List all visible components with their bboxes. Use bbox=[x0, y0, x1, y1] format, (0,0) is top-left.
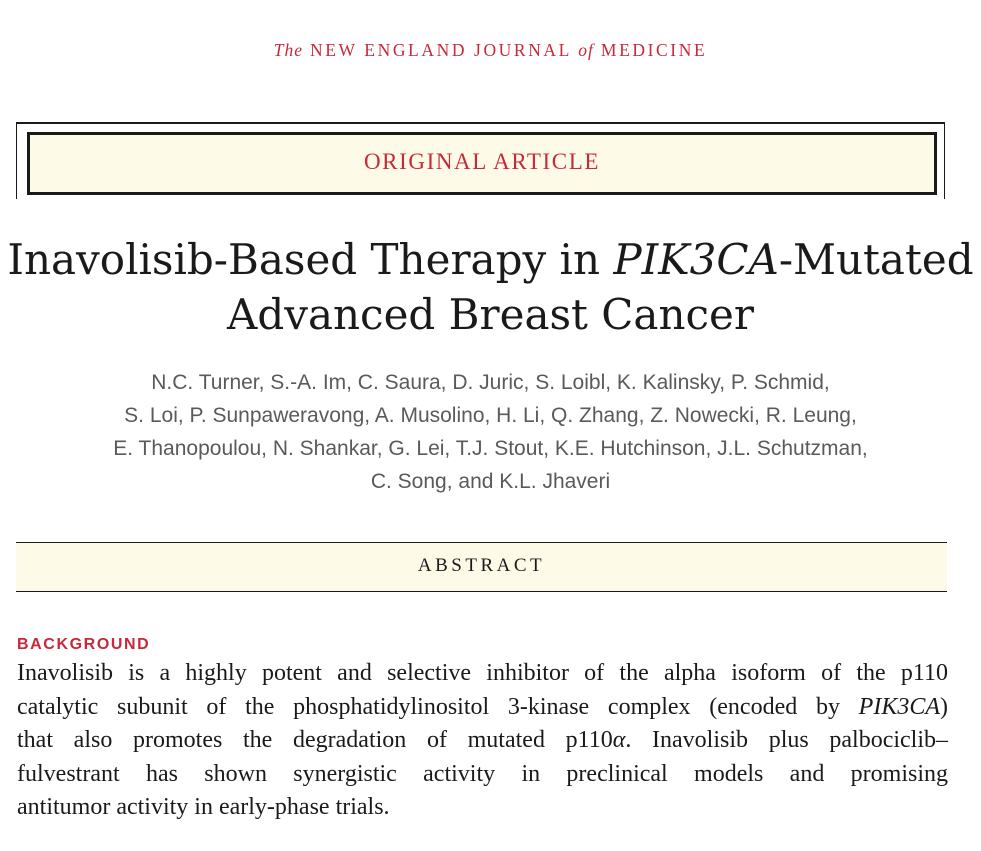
author-line-3: E. Thanopoulou, N. Shankar, G. Lei, T.J. Stout, K.E. Hutchinson, J.L. Schutzman, bbox=[113, 437, 868, 460]
background-alpha-symbol: α bbox=[612, 727, 626, 753]
article-type-label: ORIGINAL ARTICLE bbox=[363, 149, 601, 174]
title-line1-suffix: -Mutated bbox=[778, 235, 974, 284]
background-paragraph bbox=[17, 657, 948, 825]
background-line-3 bbox=[17, 724, 948, 758]
background-line-4: fulvestrant has shown synergistic activity in preclinical models and promising bbox=[17, 760, 948, 787]
title-line1-prefix: Inavolisib-Based Therapy in bbox=[7, 235, 614, 284]
background-heading: BACKGROUND bbox=[17, 636, 151, 653]
title-line-1 bbox=[0, 232, 981, 287]
journal-name-of: of bbox=[578, 40, 594, 60]
journal-name-the: The bbox=[273, 40, 303, 60]
title-line-2: Advanced Breast Cancer bbox=[227, 290, 754, 339]
author-line-4: C. Song, and K.L. Jhaveri bbox=[370, 470, 611, 493]
title-gene-name: PIK3CA bbox=[613, 235, 779, 284]
journal-name-part1: NEW ENGLAND JOURNAL bbox=[309, 40, 572, 60]
journal-header bbox=[0, 40, 981, 61]
background-line3-prefix: that also promotes the degradation of mutated p110 bbox=[17, 727, 613, 753]
abstract-label: ABSTRACT bbox=[417, 555, 546, 576]
abstract-banner bbox=[16, 542, 947, 592]
background-line-5: antitumor activity in early-phase trials. bbox=[17, 794, 390, 820]
article-type-box bbox=[27, 132, 937, 195]
background-line3-suffix: . Inavolisib plus palbociclib– bbox=[625, 727, 949, 753]
article-title bbox=[0, 232, 981, 342]
background-line2-prefix: catalytic subunit of the phosphatidylinositol 3-kinase complex (encoded by bbox=[17, 693, 859, 720]
background-line-2 bbox=[17, 691, 948, 725]
author-list bbox=[0, 366, 981, 498]
author-line-1: N.C. Turner, S.-A. Im, C. Saura, D. Juric, S. Loibl, K. Kalinsky, P. Schmid, bbox=[151, 371, 830, 394]
background-gene-name: PIK3CA bbox=[858, 693, 940, 720]
background-line2-suffix: ) bbox=[940, 693, 948, 720]
background-line-1: Inavolisib is a highly potent and selective inhibitor of the alpha isoform of the p110 bbox=[17, 660, 948, 686]
journal-name-part2: MEDICINE bbox=[600, 40, 708, 60]
author-line-2: S. Loi, P. Sunpaweravong, A. Musolino, H. Li, Q. Zhang, Z. Nowecki, R. Leung, bbox=[124, 404, 857, 427]
